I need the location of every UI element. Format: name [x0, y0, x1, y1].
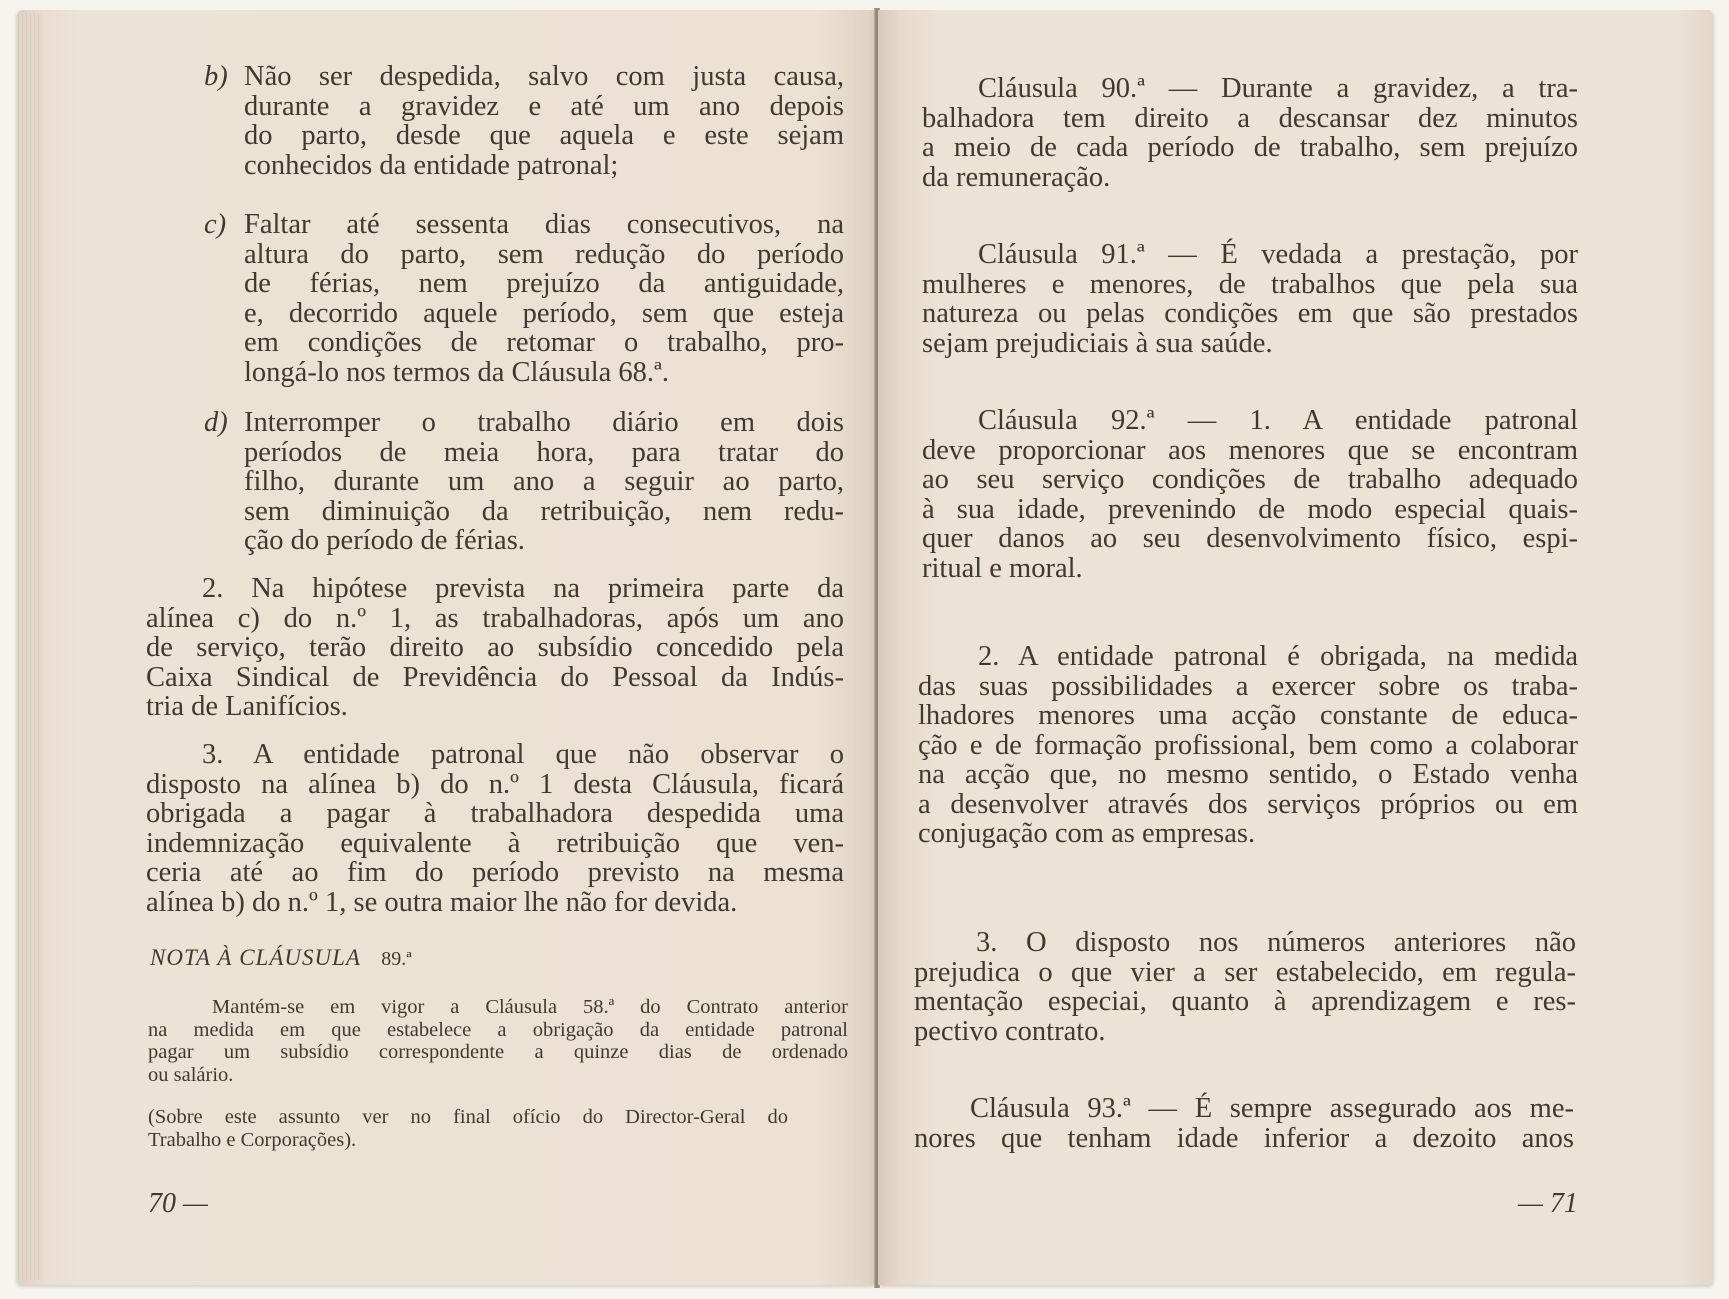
text-line: 3. A entidade patronal que não observar o: [202, 739, 844, 770]
right-page: [878, 10, 1712, 1285]
text-line: 2. A entidade patronal é obrigada, na medida: [978, 641, 1578, 672]
paragraph-3: [146, 740, 844, 917]
text-line: ou salário.: [148, 1063, 234, 1086]
text-line: da remuneração.: [922, 161, 1111, 193]
text-line: ao seu serviço condições de trabalho adequado: [922, 464, 1578, 495]
text-line: do parto, desde que aquela e este sejam: [244, 120, 844, 151]
text-line: mentação especiai, quanto à aprendizagem e res-: [914, 986, 1576, 1017]
text-line: Cláusula 91.ª — É vedada a prestação, por: [978, 239, 1578, 270]
clause-92: [922, 406, 1578, 583]
text-line: à sua idade, prevenindo de modo especial quais-: [922, 493, 1578, 525]
text-line: natureza ou pelas condições em que são prestados: [922, 298, 1578, 329]
text-line: de férias, nem prejuízo da antiguidade,: [244, 268, 844, 299]
clause-91: [922, 240, 1578, 358]
left-page: [18, 10, 876, 1285]
item-label-d: d): [204, 407, 228, 438]
text-line: em condições de retomar o trabalho, pro-: [244, 327, 844, 358]
text-line: na acção que, no mesmo sentido, o Estado venha: [918, 759, 1578, 790]
clause-92-section-2: [918, 642, 1578, 849]
note-title: [150, 945, 412, 971]
text-line: altura do parto, sem redução do período: [244, 238, 844, 270]
text-line: períodos de meia hora, para tratar do: [244, 436, 844, 468]
text-line: e, decorrido aquele período, sem que esteja: [244, 297, 844, 329]
page-number-right: — 71: [1518, 1188, 1578, 1219]
text-line: deve proporcionar aos menores que se encontram: [922, 434, 1578, 466]
text-line: balhadora tem direito a descansar dez minutos: [922, 102, 1578, 134]
text-line: de serviço, terão direito ao subsídio concedido pela: [146, 632, 844, 663]
text-line: Cláusula 90.ª — Durante a gravidez, a tra-: [978, 73, 1578, 104]
text-line: Caixa Sindical de Previdência do Pessoal da Indús-: [146, 661, 844, 693]
text-line: mulheres e menores, de trabalhos que pela sua: [922, 268, 1578, 300]
clause-90: [922, 74, 1578, 192]
text-line: 3. O disposto nos números anteriores não: [976, 927, 1576, 958]
text-line: Interromper o trabalho diário em dois: [244, 407, 844, 438]
text-line: lhadores menores uma acção constante de educa-: [918, 700, 1578, 731]
text-line: Não ser despedida, salvo com justa causa,: [244, 61, 844, 92]
text-line: pectivo contrato.: [914, 1015, 1106, 1047]
text-line: conjugação com as empresas.: [918, 818, 1256, 849]
text-line: tria de Lanifícios.: [146, 691, 348, 722]
text-line: alínea b) do n.º 1, se outra maior lhe não for devida.: [146, 886, 738, 918]
text-line: (Sobre este assunto ver no final ofício do Director-Geral do: [148, 1106, 788, 1128]
text-line: Mantém-se em vigor a Cláusula 58.ª do Contrato anterior: [212, 996, 848, 1018]
text-line: pagar um subsídio correspondente a quinze dias de ordenado: [148, 1041, 848, 1063]
text-line: ção e de formação profissional, bem como a colaborar: [918, 729, 1578, 761]
page-edges: [18, 14, 42, 1280]
item-c-text: [244, 210, 844, 387]
text-line: ceria até ao fim do período previsto na mesma: [146, 857, 844, 888]
page-number-left: 70 —: [148, 1188, 208, 1219]
text-line: filho, durante um ano a seguir ao parto,: [244, 466, 844, 497]
text-line: indemnização equivalente à retribuição que ven-: [146, 827, 844, 859]
text-line: 2. Na hipótese prevista na primeira parte da: [202, 573, 844, 604]
text-line: a meio de cada período de trabalho, sem prejuízo: [922, 132, 1578, 163]
text-line: Trabalho e Corporações).: [148, 1128, 357, 1151]
text-line: disposto na alínea b) do n.º 1 desta Cláusula, ficará: [146, 768, 844, 800]
text-line: Cláusula 93.ª — É sempre assegurado aos me-: [970, 1093, 1574, 1124]
text-line: ção do período de férias.: [244, 525, 525, 556]
text-line: nores que tenham idade inferior a dezoito anos: [914, 1122, 1574, 1154]
text-line: longá-lo nos termos da Cláusula 68.ª.: [244, 356, 670, 388]
item-b-text: [244, 62, 844, 180]
text-line: Cláusula 92.ª — 1. A entidade patronal: [978, 405, 1578, 436]
note-body: [148, 996, 848, 1086]
text-line: obrigada a pagar à trabalhadora despedida uma: [146, 798, 844, 829]
text-line: das suas possibilidades a exercer sobre os traba-: [918, 670, 1578, 702]
text-line: durante a gravidez e até um ano depois: [244, 90, 844, 122]
text-line: ritual e moral.: [922, 552, 1083, 584]
text-line: sejam prejudiciais à sua saúde.: [922, 327, 1273, 359]
text-line: sem diminuição da retribuição, nem redu-: [244, 495, 844, 527]
text-line: na medida em que estabelece a obrigação da entidade patronal: [148, 1018, 848, 1041]
text-line: quer danos ao seu desenvolvimento físico, espi-: [922, 523, 1578, 554]
text-line: a desenvolver através dos serviços próprios ou em: [918, 788, 1578, 820]
clause-92-section-3: [914, 928, 1576, 1046]
note-number: 89.ª: [381, 948, 412, 970]
item-d-text: [244, 408, 844, 556]
text-line: Faltar até sessenta dias consecutivos, na: [244, 209, 844, 240]
clause-93: [914, 1094, 1574, 1153]
text-line: conhecidos da entidade patronal;: [244, 149, 619, 181]
paragraph-2: [146, 574, 844, 722]
item-label-b: b): [204, 61, 228, 92]
item-label-c: c): [204, 209, 227, 240]
text-line: prejudica o que vier a ser estabelecido, em regula-: [914, 956, 1576, 988]
text-line: alínea c) do n.º 1, as trabalhadoras, após um ano: [146, 602, 844, 634]
note-reference: [148, 1106, 788, 1151]
note-title-text: NOTA À CLÁUSULA: [150, 945, 361, 970]
